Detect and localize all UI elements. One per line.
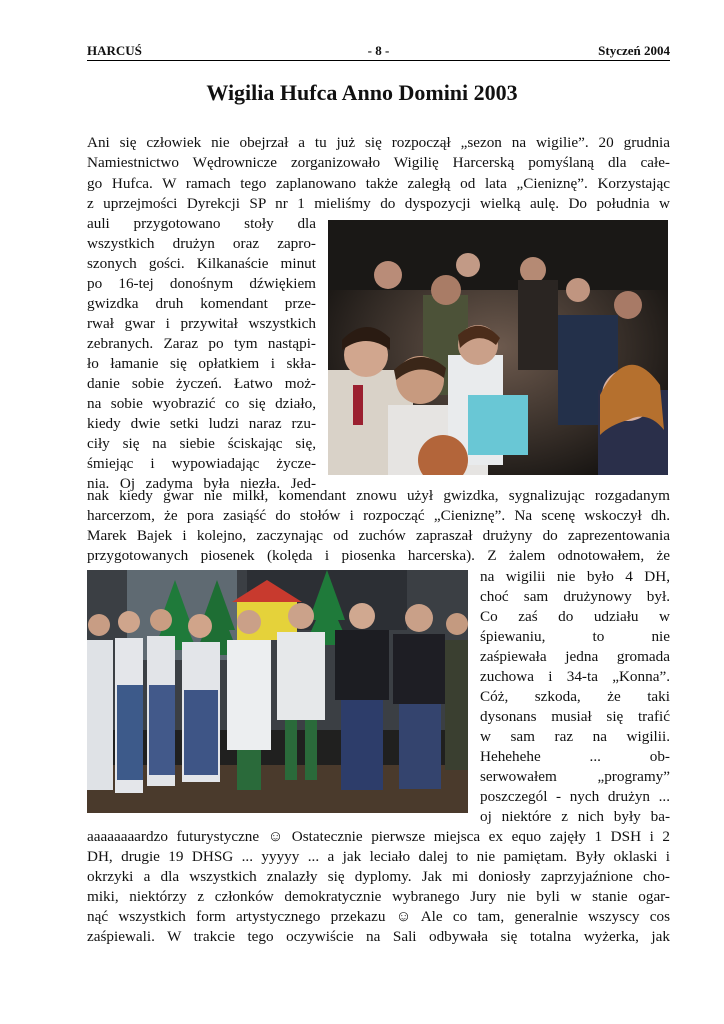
text-line: Hehehehe ... ob- (480, 748, 670, 765)
text-line: okrzyki a dla wszystkich znalazły się dyplomy. Jak mi doniosły zaprzyjaźnione cho- (87, 868, 670, 885)
text-line: DH, drugie 19 DHSG ... yyyyy ... a jak leciało dalej to nie pamiętam. Były oklaski i (87, 848, 670, 865)
text-line: zuchowa i 34-ta „Konna”. (480, 668, 670, 685)
text-line: Namiestnictwo Wędrownicze zorganizowało Wigilię Harcerską pomyślaną dla całe- (87, 154, 670, 171)
text-line: nia. Oj zadyma była niezła. Jed- (87, 475, 316, 492)
text-line: gwizdka druh komendant prze- (87, 295, 316, 312)
text-line: danie sobie życzeń. Łatwo moż- (87, 375, 316, 392)
text-line: w sam raz na wigilii. (480, 728, 670, 745)
text-line: zaśpiewali. W trakcie tego oczywiście na Sali odbywała się totalna wyżerka, jak (87, 928, 670, 945)
text-line: nak kiedy gwar nie milkł, komendant znowu użył gwizdka, sygnalizując rozgadanym (87, 487, 670, 504)
text-line: na sobie wyobrazić co się działo, (87, 395, 316, 412)
text-line: Co zaś do udziału w (480, 608, 670, 625)
photo-scouts-singing-on-stage (87, 570, 468, 813)
text-line: auli przygotowano stoły dla (87, 215, 316, 232)
text-line: ciły się na siebie ściskając się, (87, 435, 316, 452)
photo-crowd-wafer-sharing (328, 220, 668, 475)
text-line: harcerzom, że pora zasiąść do stołów i rozpocząć „Cieniznę”. Na scenę wskoczył dh. (87, 507, 670, 524)
text-line: po 16-tej donośnym dźwiękiem (87, 275, 316, 292)
text-line: śpiewaniu, to nie (480, 628, 670, 645)
text-line: kiedy dwie setki ludzi naraz rzu- (87, 415, 316, 432)
text-line: aaaaaaaardzo futurystyczne ☺ Ostatecznie pierwsze miejsca ex equo zajęły 1 DSH i 2 (87, 828, 670, 845)
text-line: z uprzejmości Dyrekcji SP nr 1 mieliśmy do dyspozycji wielką aulę. Do południa w (87, 195, 670, 212)
text-line: oj niektóre z nich były ba- (480, 808, 670, 825)
text-line: szonych gości. Kilkanaście minut (87, 255, 316, 272)
text-line: Cóż, szkoda, że taki (480, 688, 670, 705)
text-line: Ani się człowiek nie obejrzał a tu już się rozpoczął „sezon na wigilie”. 20 grudnia (87, 134, 670, 151)
text-line: poszczegól - nych drużyn ... (480, 788, 670, 805)
text-line: wszystkich drużyn oraz zapro- (87, 235, 316, 252)
text-line: na wigilii nie było 4 DH, (480, 568, 670, 585)
text-line: śmiejąc i wypowiadając życze- (87, 455, 316, 472)
header-issue-date: Styczeń 2004 (598, 43, 670, 58)
text-line: dysonans musiał się trafić (480, 708, 670, 725)
text-line: zaśpiewała jedna gromada (480, 648, 670, 665)
text-line: serwowałem „programy” (480, 768, 670, 785)
text-line: go Hufca. W ramach tego zaplanowano także zaległą od lata „Cieniznę”. Korzystając (87, 175, 670, 192)
header-magazine-name: HARCUŚ (87, 43, 142, 58)
text-line: przygotowanych piosenek (kolęda i piosenka harcerska). Z żalem odnotowałem, że (87, 547, 670, 564)
text-line: Marek Bajek i kolejno, zaczynając od zuchów zapraszał drużyny do zaprezentowania (87, 527, 670, 544)
text-line: zebranych. Zaraz po tym nastąpi- (87, 335, 316, 352)
text-line: choć sam drużynowy był. (480, 588, 670, 605)
page-header (87, 44, 670, 61)
text-line: rwał gwar i przywitał wszystkich (87, 315, 316, 332)
text-line: nąć wszystkich form artystycznego przekazu ☺ Ale co tam, generalnie wszyscy cos (87, 908, 670, 925)
text-line: miki, niektórzy z członków demokratycznie wybranego Jury nie byli w stanie ogar- (87, 888, 670, 905)
header-page-number: - 8 - (367, 43, 390, 58)
article-title: Wigilia Hufca Anno Domini 2003 (206, 80, 518, 105)
text-line: ło łamanie się opłatkiem i skła- (87, 355, 316, 372)
